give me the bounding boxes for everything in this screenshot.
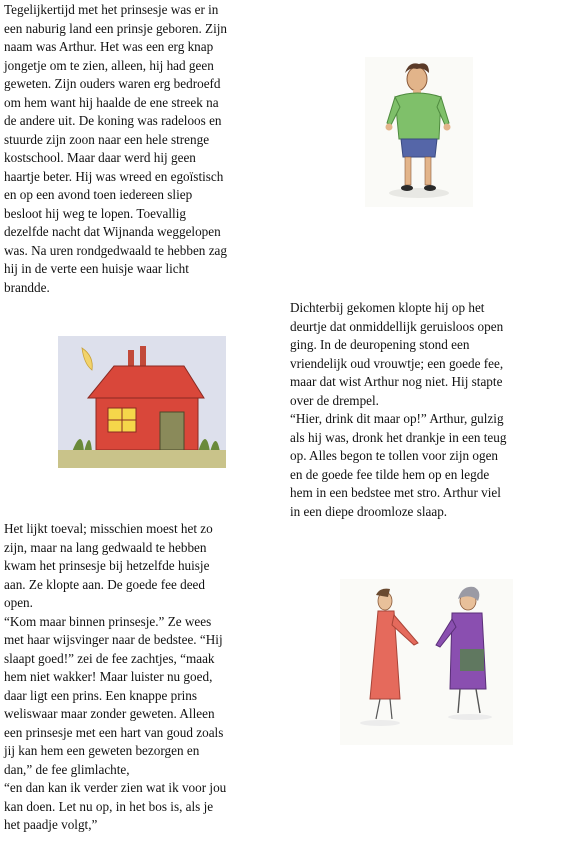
boy-illustration: [365, 57, 473, 207]
story-paragraph-arthur: Tegelijkertijd met het prinsesje was er in een naburig land een prinsje geboren. Zijn naam was Arthur. Het was een erg knap jongetje om te zien, alleen, hij had geen geweten. Zijn ouders waren erg bedroefd om hem want hij haalde de ene streek na de andere uit. De koning was radeloos en stuurde zijn zoon naar een hele strenge kostschool. Maar daar werd hij geen haartje beter. Hij was wreed en egoïstisch en op een avond toen iedereen sliep besloot hij weg te lopen. Toevallig dezelfde nacht dat Wijnanda weggelopen was. Na uren rondgedwaald te hebben zag hij in de verte een huisje waar licht brandde.: [4, 2, 228, 295]
princess-fairy-drawing: [340, 579, 513, 745]
house-illustration: [58, 336, 226, 468]
story-paragraph-princess: Het lijkt toeval; misschien moest het zo zijn, maar na lang gedwaald te hebben kwam het prinsesje bij hetzelfde huisje aan. Ze klopte aan. De goede fee deed open. “Kom maar binnen prinsesje.” Ze wees met haar wijsvinger naar de bedstee. “Hij slaapt goed!” zei de fee zachtjes, “maak hem niet wakker! Maar luister nu goed, daar ligt een prins. Een knappe prins weliswaar maar zonder geweten. Alleen een prinsesje met een hart van goud zoals jij kan hem een geweten bezorgen en dan,” de fee glimlachte, “en dan kan ik verder zien wat ik voor jou kan doen. Let nu op, in het bos is, als je het paadje volgt,”: [4, 521, 227, 832]
story-paragraph-fairy-house: Dichterbij gekomen klopte hij op het deurtje dat onmiddellijk geruisloos open ging. In de deuropening stond een vriendelijk oud vrouwtje; een goede fee, maar dat wist Arthur nog niet. Hij stapte over de drempel. “Hier, drink dit maar op!” Arthur, gulzig als hij was, dronk het drankje in een teug op. Alles begon te tollen voor zijn ogen en de goede fee tilde hem op en legde hem in een bedstee met stro. Arthur viel in een diepe droomloze slaap.: [290, 300, 507, 519]
princess-and-fairy-illustration: [340, 579, 513, 745]
house-drawing: [58, 336, 226, 468]
boy-drawing: [365, 57, 473, 207]
